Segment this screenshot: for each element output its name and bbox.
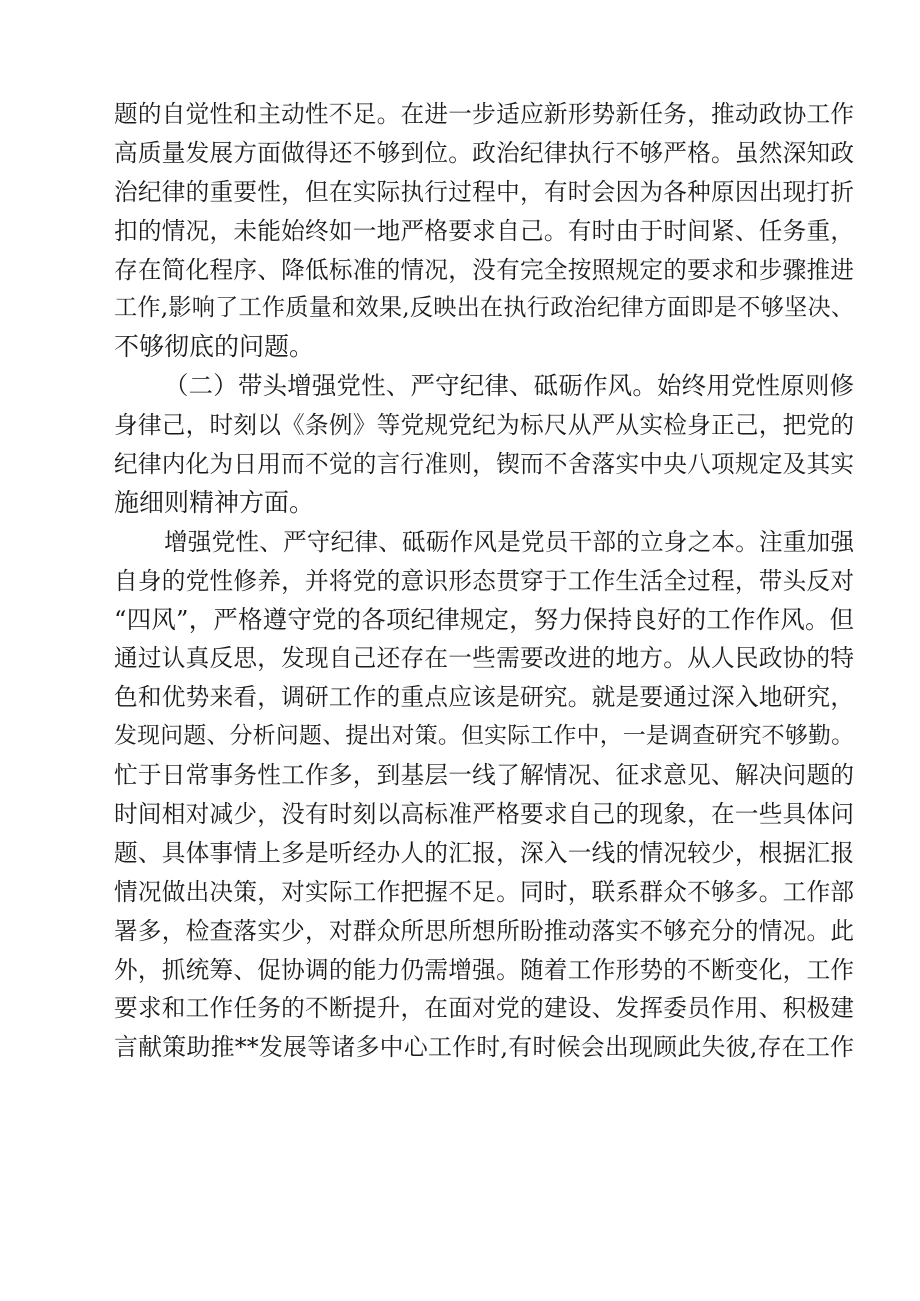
text-line: （二）带头增强党性、严守纪律、砥砺作风。始终用党性原则修 <box>164 371 854 401</box>
text-line: 通过认真反思，发现自己还存在一些需要改进的地方。从人民政协的特 <box>114 644 854 673</box>
text-line: “四风”，严格遵守党的各项纪律规定，努力保持良好的工作作风。但 <box>114 604 854 634</box>
text-line: 纪律内化为日用而不觉的言行准则，锲而不舍落实中央八项规定及其实 <box>114 450 854 479</box>
text-line: 高质量发展方面做得还不够到位。政治纪律执行不够严格。虽然深知政 <box>114 138 854 167</box>
text-line: 言献策助推**发展等诸多中心工作时,有时候会出现顾此失彼,存在工作 <box>114 1033 854 1062</box>
text-line: 发现问题、分析问题、提出对策。但实际工作中，一是调查研究不够勤。 <box>114 723 854 750</box>
text-line: 时间相对减少，没有时刻以高标准严格要求自己的现象，在一些具体问 <box>114 800 854 829</box>
text-line: 扣的情况，未能始终如一地严格要求自己。有时由于时间紧、任务重， <box>114 216 854 245</box>
text-line: 情况做出决策，对实际工作把握不足。同时，联系群众不够多。工作部 <box>114 877 854 906</box>
text-line: 治纪律的重要性，但在实际执行过程中，有时会因为各种原因出现打折 <box>114 177 854 206</box>
text-line: 忙于日常事务性工作多，到基层一线了解情况、征求意见、解决问题的 <box>114 761 854 790</box>
text-line: 工作,影响了工作质量和效果,反映出在执行政治纪律方面即是不够坚决、 <box>114 295 854 322</box>
text-line: 外，抓统筹、促协调的能力仍需增强。随着工作形势的不断变化，工作 <box>114 955 854 984</box>
text-line: 要求和工作任务的不断提升，在面对党的建设、发挥委员作用、积极建 <box>114 994 854 1023</box>
text-line: 施细则精神方面。 <box>114 487 315 517</box>
text-line: 不够彻底的问题。 <box>114 332 315 362</box>
text-line: 增强党性、严守纪律、砥砺作风是党员干部的立身之本。注重加强 <box>164 527 854 556</box>
body-text <box>114 95 854 1067</box>
text-line: 色和优势来看，调研工作的重点应该是研究。就是要通过深入地研究， <box>114 683 854 712</box>
text-line: 题、具体事情上多是听经办人的汇报，深入一线的情况较少，根据汇报 <box>114 838 854 867</box>
text-line: 署多，检查落实少，对群众所思所想所盼推动落实不够充分的情况。此 <box>114 916 854 945</box>
text-line: 存在简化程序、降低标准的情况，没有完全按照规定的要求和步骤推进 <box>114 255 854 284</box>
text-line: 题的自觉性和主动性不足。在进一步适应新形势新任务，推动政协工作 <box>114 100 854 128</box>
text-line: 自身的党性修养，并将党的意识形态贯穿于工作生活全过程，带头反对 <box>114 566 854 595</box>
text-line: 身律己，时刻以《条例》等党规党纪为标尺从严从实检身正己，把党的 <box>114 411 854 440</box>
